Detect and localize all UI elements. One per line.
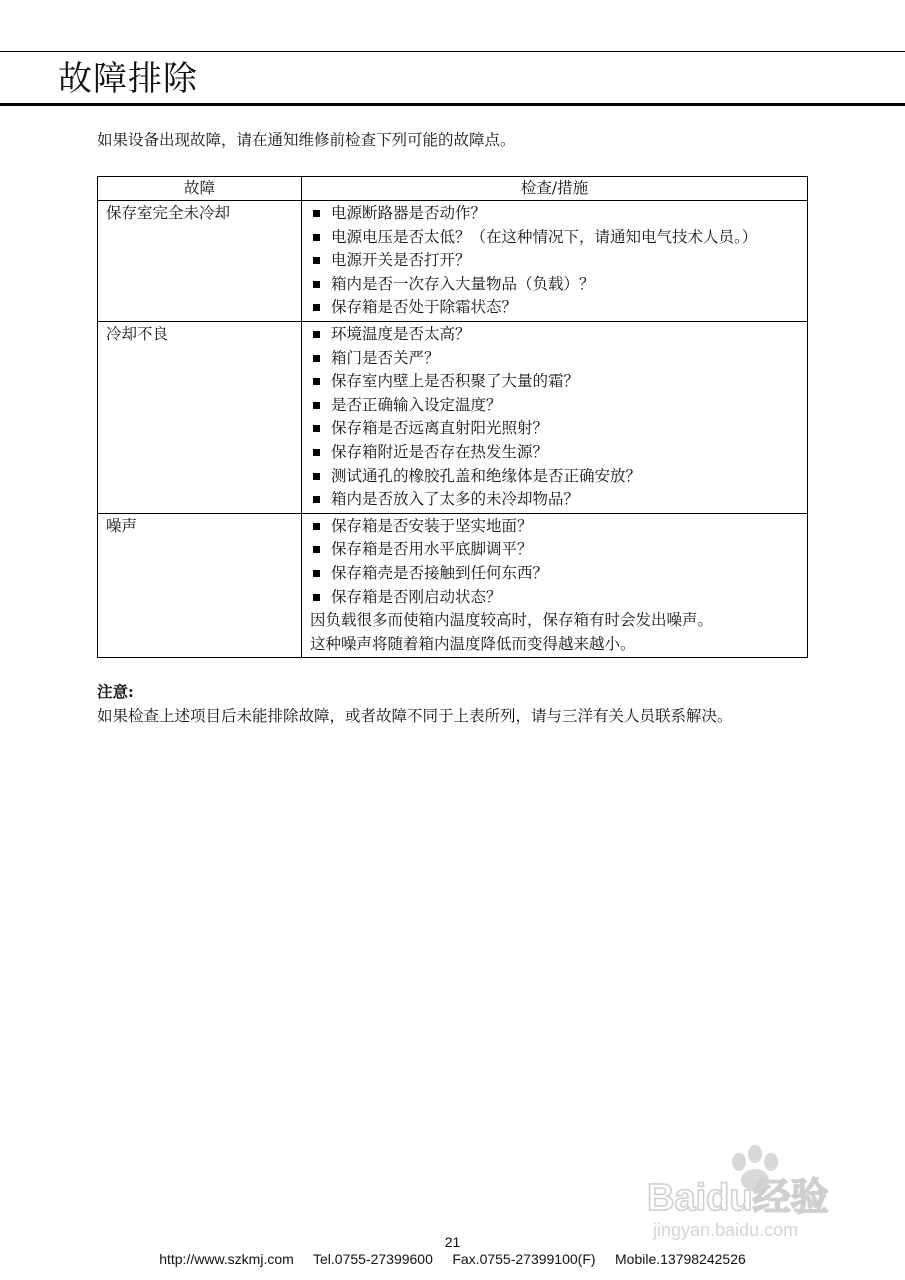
troubleshooting-table (97, 176, 808, 658)
header-fault: 故障 (98, 177, 302, 201)
header-checks: 检查/措施 (302, 177, 808, 201)
table-header-row (98, 177, 808, 201)
check-item (310, 538, 801, 562)
check-item (310, 273, 801, 297)
table-body (98, 201, 808, 658)
check-item (310, 441, 801, 465)
baidu-jingyan-watermark (647, 1140, 857, 1245)
check-text: 测试通孔的橡胶孔盖和绝缘体是否正确安放？ (331, 466, 642, 485)
check-item (310, 370, 801, 394)
square-bullet-icon (313, 331, 320, 338)
check-text: 保存箱是否用水平底脚调平？ (331, 540, 533, 559)
page-title: 故障排除 (58, 59, 198, 99)
check-text: 保存箱壳是否接触到任何东西？ (331, 563, 549, 582)
fault-cell: 保存室完全未冷却 (98, 201, 302, 322)
square-bullet-icon (313, 402, 320, 409)
check-text: 是否正确输入设定温度？ (331, 395, 502, 414)
check-item (310, 586, 801, 610)
footer-contact (0, 1250, 905, 1268)
check-item (310, 347, 801, 371)
fault-cell: 噪声 (98, 513, 302, 658)
check-item (310, 249, 801, 273)
page-number: 21 (444, 1234, 461, 1250)
check-item (310, 394, 801, 418)
title-rule (0, 103, 905, 106)
square-bullet-icon (313, 594, 320, 601)
square-bullet-icon (313, 523, 320, 530)
check-item (310, 417, 801, 441)
table-row (98, 321, 808, 513)
square-bullet-icon (313, 425, 320, 432)
square-bullet-icon (313, 546, 320, 553)
check-item (310, 488, 801, 512)
checks-list (310, 202, 801, 320)
square-bullet-icon (313, 355, 320, 362)
check-text: 保存箱是否刚启动状态？ (331, 587, 502, 606)
watermark-brand: Baidu经验 (647, 1177, 829, 1219)
checks-cell (302, 321, 808, 513)
table-row (98, 513, 808, 658)
check-item (310, 226, 801, 250)
checks-cell (302, 513, 808, 658)
square-bullet-icon (313, 496, 320, 503)
explanation-text: 这种噪声将随着箱内温度降低而变得越来越小。 (310, 634, 636, 653)
checks-list (310, 323, 801, 512)
check-item (310, 515, 801, 539)
note-section (97, 680, 808, 728)
check-item (310, 202, 801, 226)
checks-list (310, 515, 801, 609)
square-bullet-icon (313, 378, 320, 385)
check-text: 箱内是否一次存入大量物品（负载）？ (331, 274, 595, 293)
check-text: 保存箱是否安装于坚实地面？ (331, 516, 533, 535)
check-text: 保存箱是否处于除霜状态？ (331, 298, 518, 317)
square-bullet-icon (313, 281, 320, 288)
fault-cell: 冷却不良 (98, 321, 302, 513)
explanation-text: 因负载很多而使箱内温度较高时，保存箱有时会发出噪声。 (310, 611, 714, 630)
checks-cell (302, 201, 808, 322)
check-item (310, 323, 801, 347)
check-text: 保存箱是否远离直射阳光照射？ (331, 419, 549, 438)
check-item (310, 296, 801, 320)
check-text: 箱门是否关严？ (331, 348, 440, 367)
square-bullet-icon (313, 210, 320, 217)
note-heading: 注意: (97, 682, 134, 701)
table-row (98, 201, 808, 322)
footer-mobile: Mobile.13798242526 (615, 1251, 746, 1267)
watermark-url: jingyan.baidu.com (653, 1220, 799, 1240)
footer-tel: Tel.0755-27399600 (313, 1251, 433, 1267)
square-bullet-icon (313, 473, 320, 480)
note-text: 如果检查上述项目后未能排除故障，或者故障不同于上表所列，请与三洋有关人员联系解决。 (97, 707, 733, 725)
square-bullet-icon (313, 257, 320, 264)
top-rule (0, 51, 905, 52)
square-bullet-icon (313, 234, 320, 241)
intro-text: 如果设备出现故障，请在通知维修前检查下列可能的故障点。 (97, 131, 516, 149)
check-text: 电源开关是否打开？ (331, 251, 471, 270)
square-bullet-icon (313, 304, 320, 311)
square-bullet-icon (313, 449, 320, 456)
footer-fax: Fax.0755-27399100(F) (452, 1251, 596, 1267)
check-text: 环境温度是否太高？ (331, 324, 471, 343)
check-text: 保存室内壁上是否积聚了大量的霜？ (331, 372, 580, 391)
footer-website: http://www.szkmj.com (159, 1251, 294, 1267)
square-bullet-icon (313, 570, 320, 577)
check-item (310, 465, 801, 489)
check-text: 箱内是否放入了太多的未冷却物品？ (331, 490, 580, 509)
check-item (310, 562, 801, 586)
check-text: 电源电压是否太低？（在这种情况下，请通知电气技术人员。） (331, 227, 758, 246)
check-text: 保存箱附近是否存在热发生源？ (331, 442, 549, 461)
check-text: 电源断路器是否动作？ (331, 204, 487, 222)
